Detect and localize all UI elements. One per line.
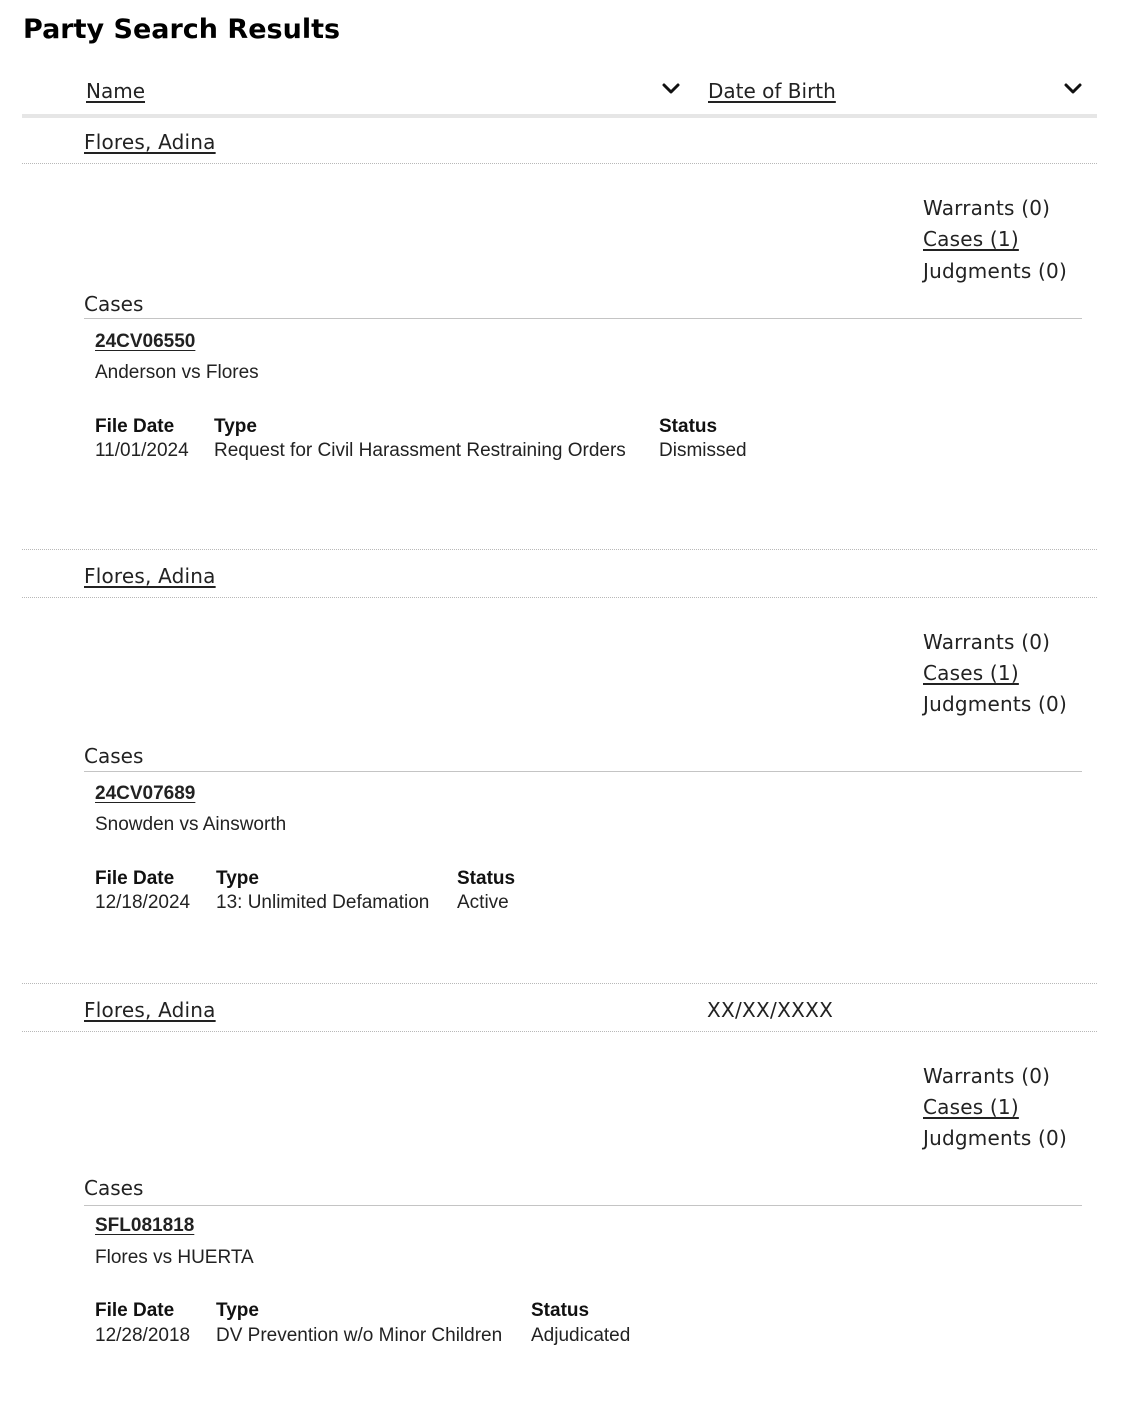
party-name-link[interactable]: Flores, Adina <box>84 564 216 588</box>
judgments-count: Judgments (0) <box>923 259 1067 283</box>
row-divider <box>22 163 1097 164</box>
type-value: 13: Unlimited Defamation <box>216 892 430 913</box>
file-date-label: File Date <box>95 868 175 889</box>
cases-count-link[interactable]: Cases (1) <box>923 1095 1019 1119</box>
type-label: Type <box>214 416 257 437</box>
status-label: Status <box>531 1300 590 1321</box>
warrants-count: Warrants (0) <box>923 630 1051 654</box>
cases-heading: Cases <box>84 292 144 316</box>
row-divider <box>22 597 1097 598</box>
case-title: Snowden vs Ainsworth <box>95 814 287 835</box>
party-dob: XX/XX/XXXX <box>707 998 834 1022</box>
name-column-header[interactable]: Name <box>86 79 146 103</box>
cases-count-link[interactable]: Cases (1) <box>923 227 1019 251</box>
case-title: Flores vs HUERTA <box>95 1247 254 1268</box>
party-name-link[interactable]: Flores, Adina <box>84 130 216 154</box>
status-label: Status <box>457 868 516 889</box>
cases-divider <box>84 771 1082 772</box>
judgments-count: Judgments (0) <box>923 692 1067 716</box>
page-title: Party Search Results <box>23 14 341 45</box>
row-divider <box>22 549 1097 550</box>
warrants-count: Warrants (0) <box>923 196 1051 220</box>
file-date-value: 12/18/2024 <box>95 892 191 913</box>
row-divider <box>22 1031 1097 1032</box>
type-label: Type <box>216 868 259 889</box>
case-number-link[interactable]: 24CV06550 <box>95 331 196 352</box>
file-date-label: File Date <box>95 416 175 437</box>
file-date-value: 11/01/2024 <box>95 440 189 461</box>
status-value: Adjudicated <box>531 1325 631 1346</box>
case-title: Anderson vs Flores <box>95 362 259 383</box>
status-value: Active <box>457 892 509 913</box>
type-label: Type <box>216 1300 259 1321</box>
file-date-value: 12/28/2018 <box>95 1325 191 1346</box>
result-block <box>0 118 1145 552</box>
status-value: Dismissed <box>659 440 747 461</box>
status-label: Status <box>659 416 718 437</box>
chevron-down-icon[interactable] <box>661 82 681 96</box>
cases-heading: Cases <box>84 1176 144 1200</box>
cases-count-link[interactable]: Cases (1) <box>923 661 1019 685</box>
case-number-link[interactable]: 24CV07689 <box>95 783 196 804</box>
dob-column-header[interactable]: Date of Birth <box>708 79 836 103</box>
chevron-down-icon[interactable] <box>1063 82 1083 96</box>
row-divider <box>22 983 1097 984</box>
case-number-link[interactable]: SFL081818 <box>95 1215 195 1236</box>
cases-heading: Cases <box>84 744 144 768</box>
type-value: Request for Civil Harassment Restraining Orders <box>214 440 626 461</box>
judgments-count: Judgments (0) <box>923 1126 1067 1150</box>
cases-divider <box>84 1205 1082 1206</box>
result-block <box>0 552 1145 986</box>
party-name-link[interactable]: Flores, Adina <box>84 998 216 1022</box>
warrants-count: Warrants (0) <box>923 1064 1051 1088</box>
type-value: DV Prevention w/o Minor Children <box>216 1325 503 1346</box>
file-date-label: File Date <box>95 1300 175 1321</box>
result-block <box>0 986 1145 1412</box>
cases-divider <box>84 318 1082 319</box>
